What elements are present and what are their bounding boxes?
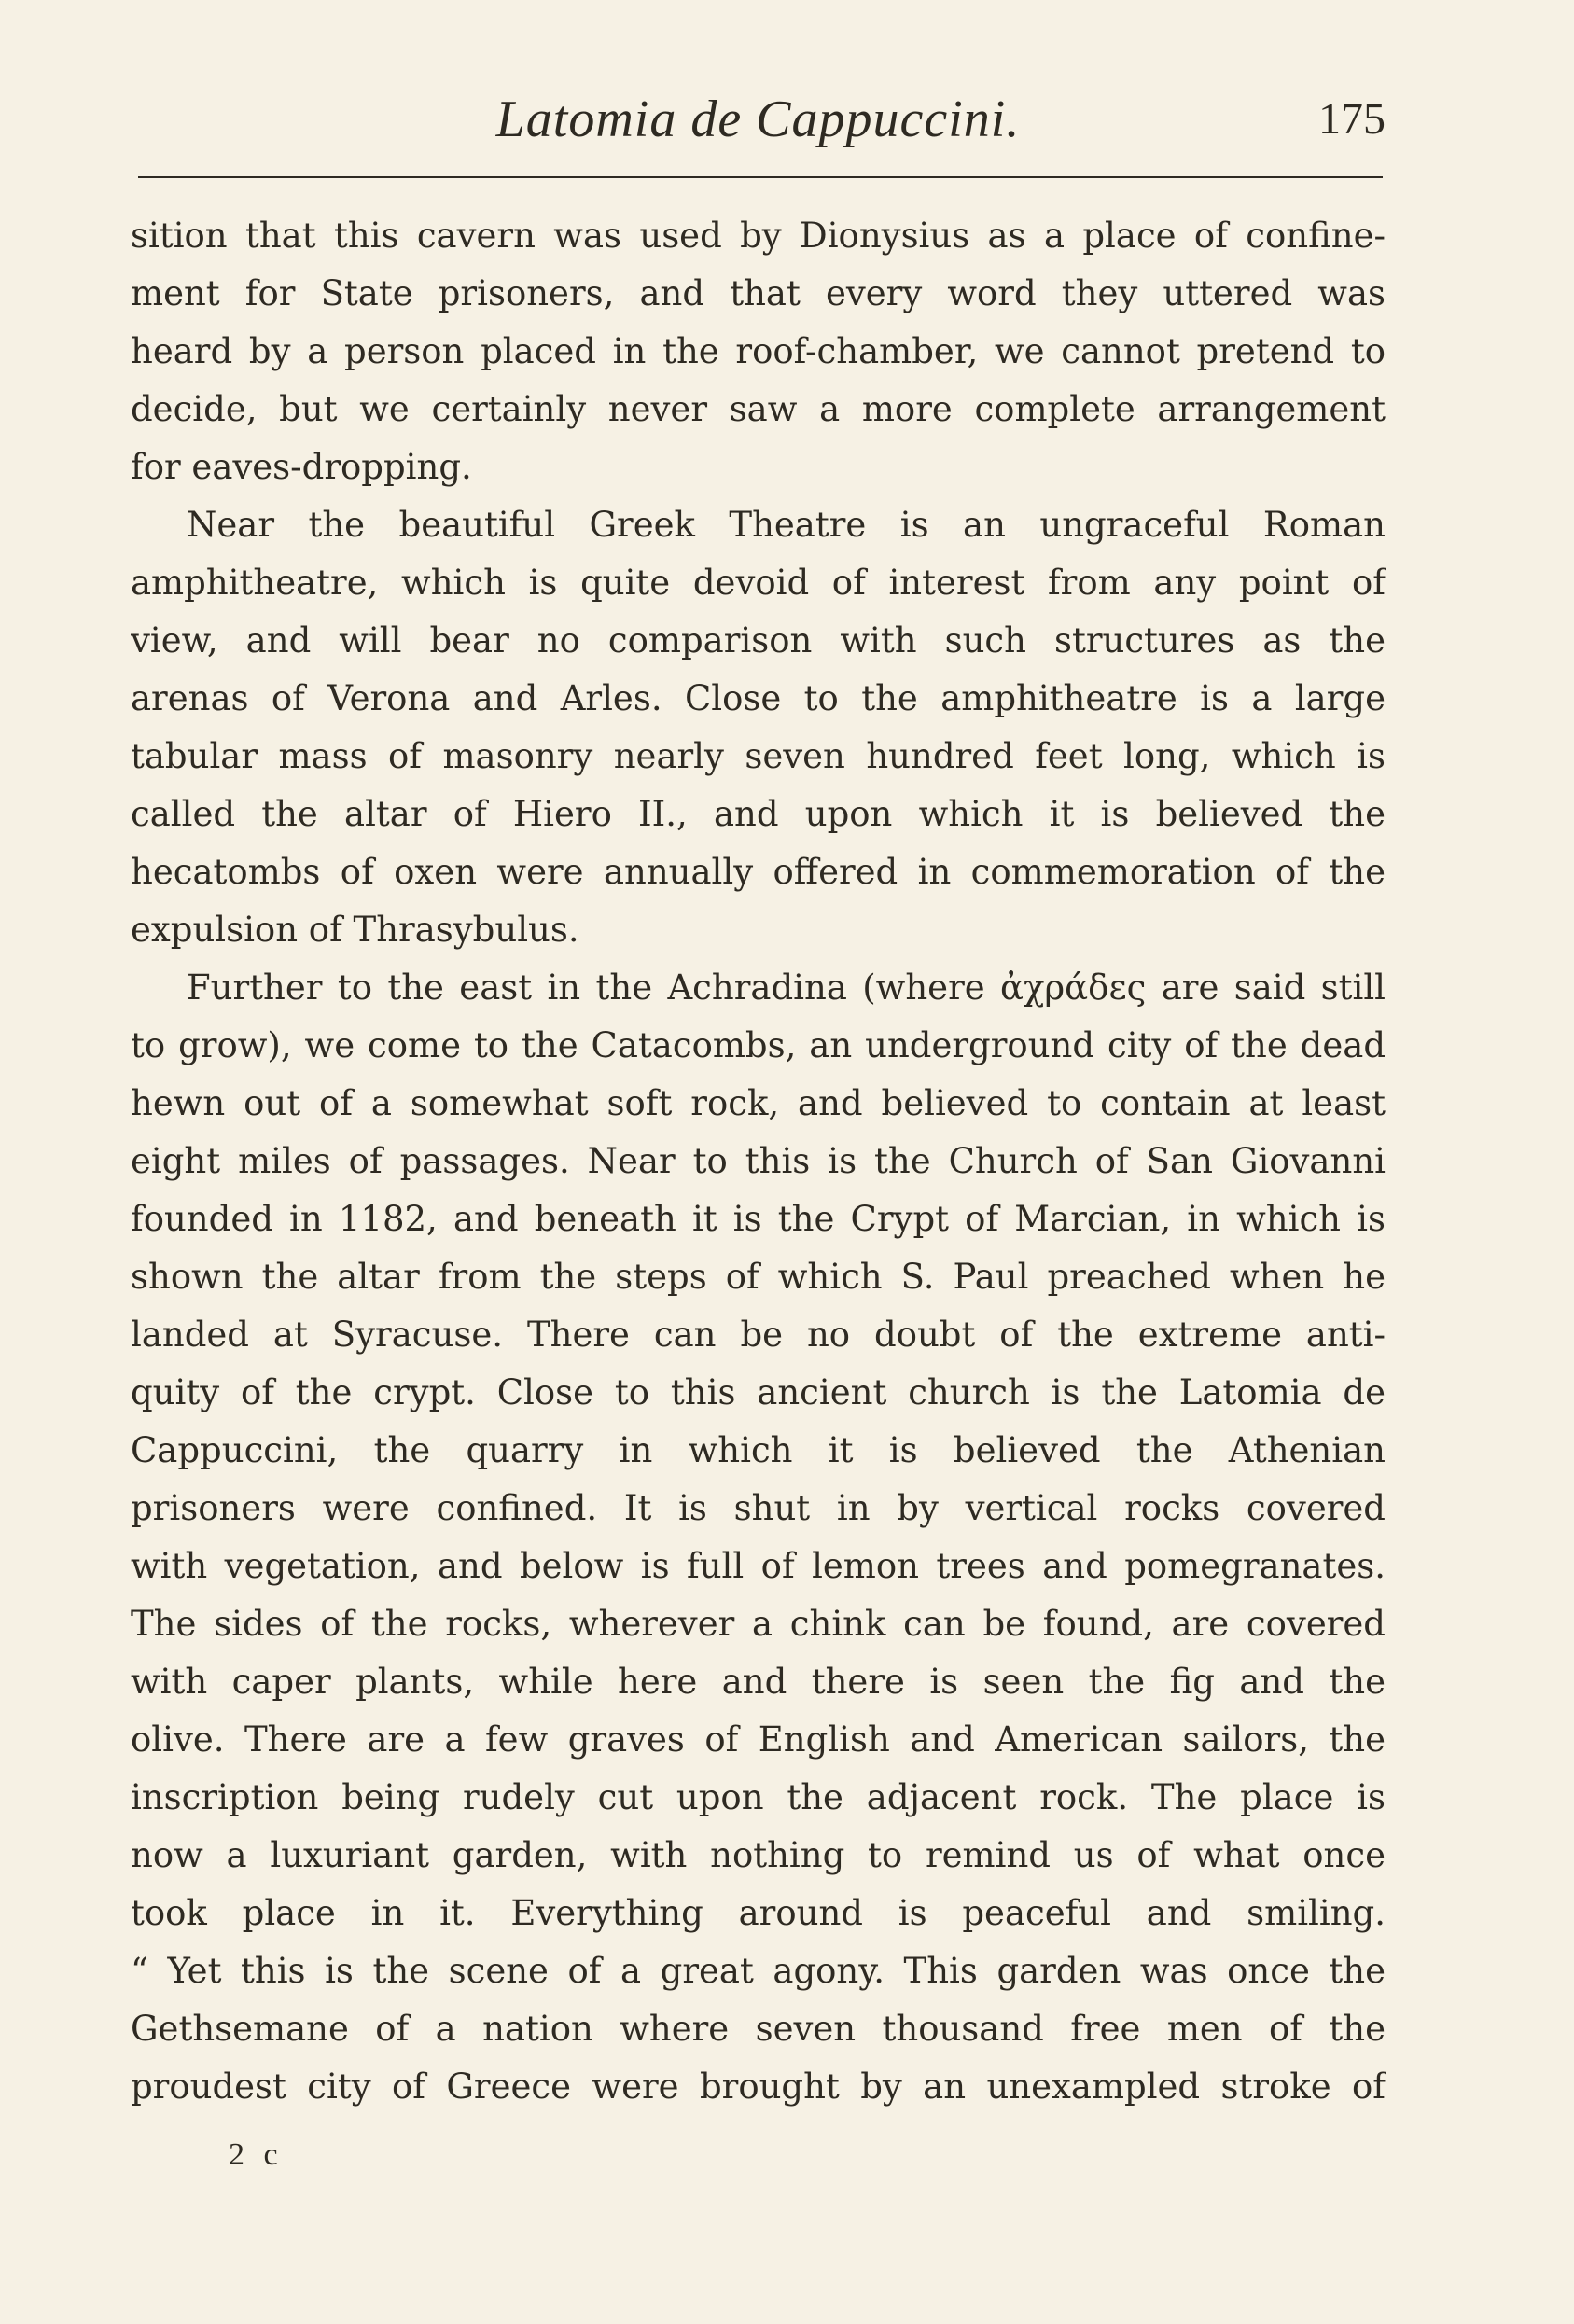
text-line: hecatombs of oxen were annually offered in commemoration of the: [131, 852, 1386, 892]
text-line: took place in it. Everything around is peaceful and smiling.: [131, 1893, 1386, 1933]
text-line: shown the altar from the steps of which S. Paul preached when he: [131, 1257, 1386, 1297]
running-head: [131, 82, 1386, 157]
text-line: eight miles of passages. Near to this is the Church of San Giovanni: [131, 1141, 1386, 1181]
text-line: Further to the east in the Achradina (where ἀχράδες are said still: [187, 967, 1386, 1008]
text-line: quity of the crypt. Close to this ancient church is the Latomia de: [131, 1372, 1386, 1412]
text-line: Gethsemane of a nation where seven thousand free men of the: [131, 2009, 1386, 2049]
text-line: inscription being rudely cut upon the adjacent rock. The place is: [131, 1777, 1386, 1817]
text-line: now a luxuriant garden, with nothing to remind us of what once: [131, 1835, 1386, 1875]
text-line: decide, but we certainly never saw a more complete arrangement: [131, 389, 1386, 429]
text-line: arenas of Verona and Arles. Close to the amphitheatre is a large: [131, 678, 1386, 718]
text-line: “ Yet this is the scene of a great agony. This garden was once the: [131, 1951, 1386, 1991]
text-line: for eaves-dropping.: [131, 447, 472, 487]
text-line: to grow), we come to the Catacombs, an underground city of the dead: [131, 1025, 1386, 1065]
text-line: olive. There are a few graves of English and American sailors, the: [131, 1719, 1386, 1760]
text-line: landed at Syracuse. There can be no doubt of the extreme anti-: [131, 1315, 1386, 1355]
text-line: amphitheatre, which is quite devoid of interest from any point of: [131, 563, 1386, 603]
text-line: called the altar of Hiero II., and upon which it is believed the: [131, 794, 1386, 834]
text-line: founded in 1182, and beneath it is the Crypt of Marcian, in which is: [131, 1199, 1386, 1239]
text-line: hewn out of a somewhat soft rock, and believed to contain at least: [131, 1083, 1386, 1123]
text-line: with caper plants, while here and there is seen the fig and the: [131, 1662, 1386, 1702]
text-line: expulsion of Thrasybulus.: [131, 910, 579, 950]
text-line: view, and will bear no comparison with such structures as the: [131, 620, 1386, 661]
text-line: tabular mass of masonry nearly seven hundred feet long, which is: [131, 736, 1386, 776]
text-line: The sides of the rocks, wherever a chink can be found, are covered: [131, 1604, 1386, 1644]
text-line: heard by a person placed in the roof-chamber, we cannot pretend to: [131, 331, 1386, 371]
text-line: proudest city of Greece were brought by an unexampled stroke of: [131, 2067, 1386, 2107]
page-number: 175: [1318, 94, 1386, 144]
text-line: ment for State prisoners, and that every word they uttered was: [131, 273, 1386, 313]
text-line: Near the beautiful Greek Theatre is an ungraceful Roman: [187, 505, 1386, 545]
header-rule: [138, 176, 1383, 178]
text-line: with vegetation, and below is full of lemon trees and pomegranates.: [131, 1546, 1386, 1586]
text-line: prisoners were confined. It is shut in by vertical rocks covered: [131, 1488, 1386, 1528]
signature-mark: 2 c: [229, 2137, 284, 2172]
text-line: Cappuccini, the quarry in which it is believed the Athenian: [131, 1430, 1386, 1470]
running-title: Latomia de Cappuccini.: [495, 90, 1021, 148]
body-text: [131, 207, 1386, 2116]
text-line: sition that this cavern was used by Dionysius as a place of confine-: [131, 216, 1386, 256]
